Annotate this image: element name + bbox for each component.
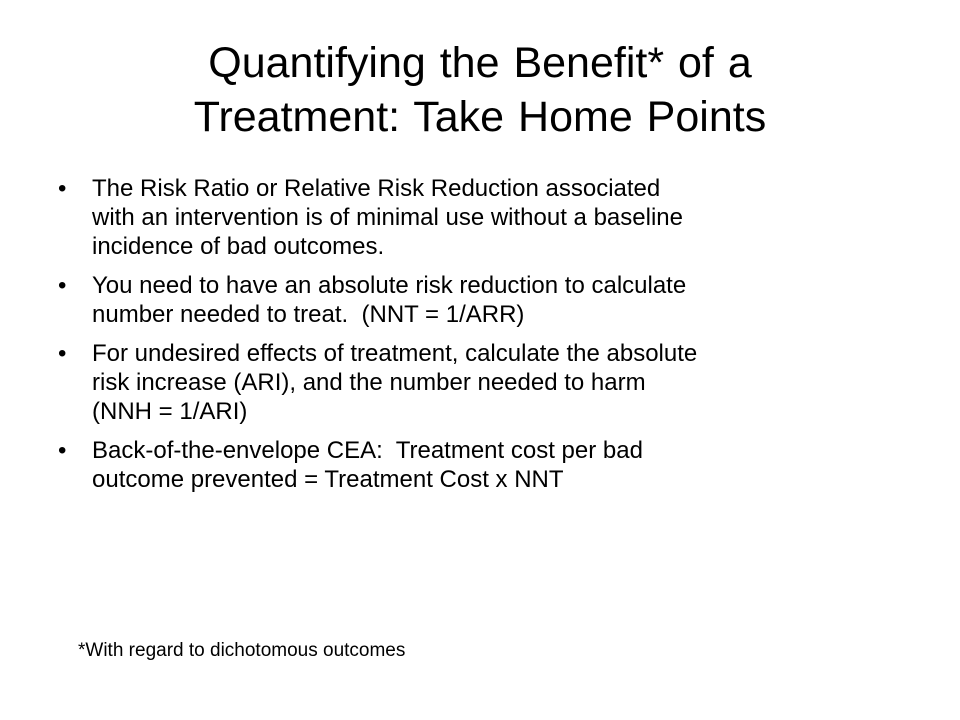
bullet-2-line-1: You need to have an absolute risk reduction to calculate bbox=[92, 272, 687, 299]
bullet-icon: • bbox=[58, 437, 67, 464]
bullet-icon: • bbox=[58, 175, 67, 202]
bullet-3-line-2: risk increase (ARI), and the number needed to harm bbox=[92, 369, 646, 396]
bullet-item-4 bbox=[58, 436, 918, 494]
bullet-item-2 bbox=[58, 271, 918, 329]
bullet-4-line-2: outcome prevented = Treatment Cost x NNT bbox=[92, 466, 564, 493]
bullet-3-line-3: (NNH = 1/ARI) bbox=[92, 398, 248, 425]
bullet-1-line-1: The Risk Ratio or Relative Risk Reduction associated bbox=[92, 175, 661, 202]
bullet-icon: • bbox=[58, 340, 67, 367]
bullet-icon: • bbox=[58, 272, 67, 299]
bullet-2-line-2: number needed to treat. (NNT = 1/ARR) bbox=[92, 301, 525, 328]
footnote: *With regard to dichotomous outcomes bbox=[78, 640, 406, 661]
bullet-4-line-1: Back-of-the-envelope CEA: Treatment cost per bad bbox=[92, 437, 643, 464]
bullet-1-line-2: with an intervention is of minimal use without a baseline bbox=[92, 204, 683, 231]
title-line-1: Quantifying the Benefit* of a bbox=[208, 39, 752, 87]
slide-title bbox=[60, 36, 900, 144]
title-line-2: Treatment: Take Home Points bbox=[193, 93, 767, 141]
bullet-3-line-1: For undesired effects of treatment, calculate the absolute bbox=[92, 340, 698, 367]
bullet-1-line-3: incidence of bad outcomes. bbox=[92, 233, 385, 260]
bullet-item-1 bbox=[58, 174, 918, 261]
bullet-list bbox=[58, 174, 918, 504]
bullet-item-3 bbox=[58, 339, 918, 426]
